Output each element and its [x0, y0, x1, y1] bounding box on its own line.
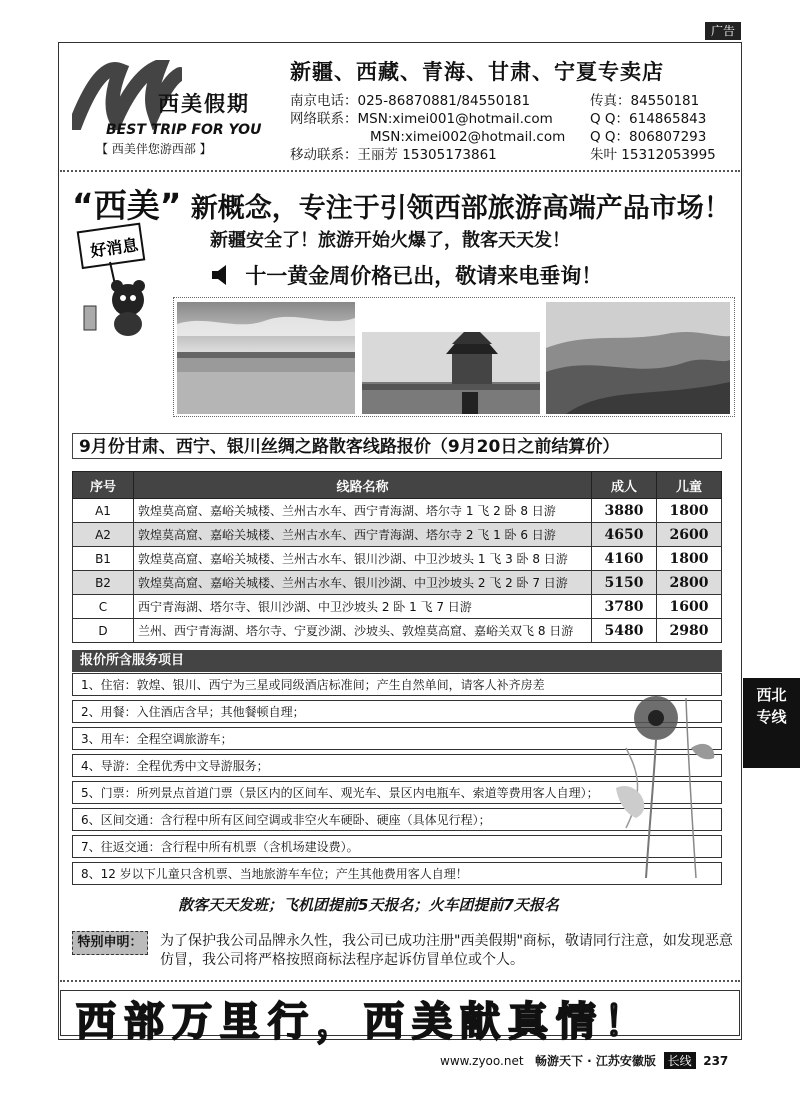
route-name: 敦煌莫高窟、嘉峪关城楼、兰州古水车、银川沙湖、中卫沙坡头 1 飞 3 卧 8 日游 — [134, 547, 592, 571]
child-price: 2980 — [657, 619, 722, 643]
special-statement-badge: 特别申明： — [72, 931, 148, 955]
route-name: 兰州、西宁青海湖、塔尔寺、宁夏沙湖、沙坡头、敦煌莫高窟、嘉峪关双飞 8 日游 — [134, 619, 592, 643]
concept-text: 新概念，专注于引领西部旅游高端产品市场！ — [190, 193, 731, 224]
footer-url: www.zyoo.net — [440, 1054, 524, 1068]
table-header-row — [73, 472, 722, 499]
flower-decoration-icon — [596, 678, 726, 878]
good-news-bear-icon — [70, 220, 170, 340]
table-row — [73, 499, 722, 523]
adult-price: 3780 — [592, 595, 657, 619]
list-item: 5、门票：所列景点首道门票（景区内的区间车、观光车、景区内电瓶车、索道等费用客人自理）； — [72, 781, 722, 804]
speaker-icon — [210, 264, 232, 286]
list-item: 7、往返交通：含行程中所有机票（含机场建设费）。 — [72, 835, 722, 858]
footer-section: 长线 — [664, 1052, 696, 1069]
holiday-text: 十一黄金周价格已出，敬请来电垂询！ — [245, 264, 603, 288]
mobile-2: 朱叶 15312053995 — [590, 147, 716, 163]
route-code: B1 — [73, 547, 134, 571]
divider — [60, 170, 740, 172]
store-title: 新疆、西藏、青海、甘肃、宁夏专卖店 — [290, 60, 664, 84]
list-item: 3、用车：全程空调旅游车； — [72, 727, 722, 750]
jiayuguan-fortress-photo — [362, 332, 540, 414]
route-code: C — [73, 595, 134, 619]
route-code: A2 — [73, 523, 134, 547]
route-name: 敦煌莫高窟、嘉峪关城楼、兰州古水车、西宁青海湖、塔尔寺 2 飞 1 卧 6 日游 — [134, 523, 592, 547]
page-number: 237 — [703, 1054, 729, 1068]
table-row — [73, 595, 722, 619]
good-news-sign: 好消息 — [89, 235, 140, 261]
msn-1: 网络联系：MSN:ximei001@hotmail.com — [290, 111, 553, 127]
promo-line-holiday — [210, 260, 602, 290]
list-item: 4、导游：全程优秀中文导游服务； — [72, 754, 722, 777]
logo-cn-text: 西美假期 — [158, 92, 250, 116]
logo — [66, 60, 281, 160]
child-price: 2800 — [657, 571, 722, 595]
adult-price: 4650 — [592, 523, 657, 547]
msn-2: MSN:ximei002@hotmail.com — [370, 129, 566, 145]
nanjing-phone: 南京电话：025-86870881/84550181 — [290, 93, 531, 109]
promo-line-safe: 新疆安全了！旅游开始火爆了，散客天天发！ — [210, 230, 570, 251]
brand-quote: “西美” — [72, 186, 182, 225]
child-price: 1600 — [657, 595, 722, 619]
child-price: 1800 — [657, 499, 722, 523]
route-price-title: 9月份甘肃、西宁、银川丝绸之路散客线路报价（9月20日之前结算价） — [72, 433, 722, 459]
table-row — [73, 547, 722, 571]
fax: 传真：84550181 — [590, 93, 700, 109]
list-item: 8、12 岁以下儿童只含机票、当地旅游车车位；产生其他费用客人自理！ — [72, 862, 722, 885]
route-name: 敦煌莫高窟、嘉峪关城楼、兰州古水车、西宁青海湖、塔尔寺 1 飞 2 卧 8 日游 — [134, 499, 592, 523]
special-statement-text: 为了保护我公司品牌永久性，我公司已成功注册"西美假期"商标，敬请同行注意，如发现恶意仿冒，我公司将严格按照商标法程序起诉仿冒单位或个人。 — [160, 933, 733, 968]
logo-en-text: BEST TRIP FOR YOU — [106, 122, 262, 138]
adult-price: 5480 — [592, 619, 657, 643]
table-row — [73, 523, 722, 547]
list-item: 2、用餐：入住酒店含早；其他餐顿自理； — [72, 700, 722, 723]
route-name: 西宁青海湖、塔尔寺、银川沙湖、中卫沙坡头 2 卧 1 飞 7 日游 — [134, 595, 592, 619]
departure-notice: 散客天天发班；飞机团提前5天报名；火车团提前7天报名 — [178, 896, 559, 914]
route-code: B2 — [73, 571, 134, 595]
col-code: 序号 — [73, 472, 134, 499]
adult-price: 4160 — [592, 547, 657, 571]
qq-1: Q Q：614865843 — [590, 111, 707, 127]
child-price: 1800 — [657, 547, 722, 571]
side-tab-northwest — [743, 678, 800, 768]
qq-2: Q Q：806807293 — [590, 129, 707, 145]
divider — [60, 980, 740, 982]
page-footer — [440, 1052, 728, 1069]
adult-price: 3880 — [592, 499, 657, 523]
route-code: D — [73, 619, 134, 643]
big-slogan: 西部万里行，西美献真情！ — [76, 999, 652, 1045]
route-name: 敦煌莫高窟、嘉峪关城楼、兰州古水车、银川沙湖、中卫沙坡头 2 飞 2 卧 7 日游 — [134, 571, 592, 595]
list-item: 1、住宿：敦煌、银川、西宁为三星或同级酒店标准间；产生自然单间，请客人补齐房差 — [72, 673, 722, 696]
table-row — [73, 571, 722, 595]
side-tab-label: 西北专线 — [756, 686, 787, 726]
desert-dunes-photo — [546, 302, 730, 414]
services-title: 报价所含服务项目 — [72, 650, 722, 672]
adult-price: 5150 — [592, 571, 657, 595]
footer-publication: 畅游天下 · 江苏安徽版 — [535, 1054, 656, 1068]
col-adult: 成人 — [592, 472, 657, 499]
ad-label: 广告 — [705, 22, 741, 40]
col-child: 儿童 — [657, 472, 722, 499]
table-row — [73, 619, 722, 643]
route-price-table — [72, 471, 722, 643]
mobile-1: 移动联系：王丽芳 15305173861 — [290, 147, 497, 163]
list-item: 6、区间交通：含行程中所有区间空调或非空火车硬卧、硬座（具体见行程）； — [72, 808, 722, 831]
route-code: A1 — [73, 499, 134, 523]
logo-slogan: 【 西美伴您游西部 】 — [96, 142, 212, 156]
col-route: 线路名称 — [134, 472, 592, 499]
child-price: 2600 — [657, 523, 722, 547]
concept-headline — [72, 180, 731, 227]
grassland-photo — [177, 302, 355, 414]
